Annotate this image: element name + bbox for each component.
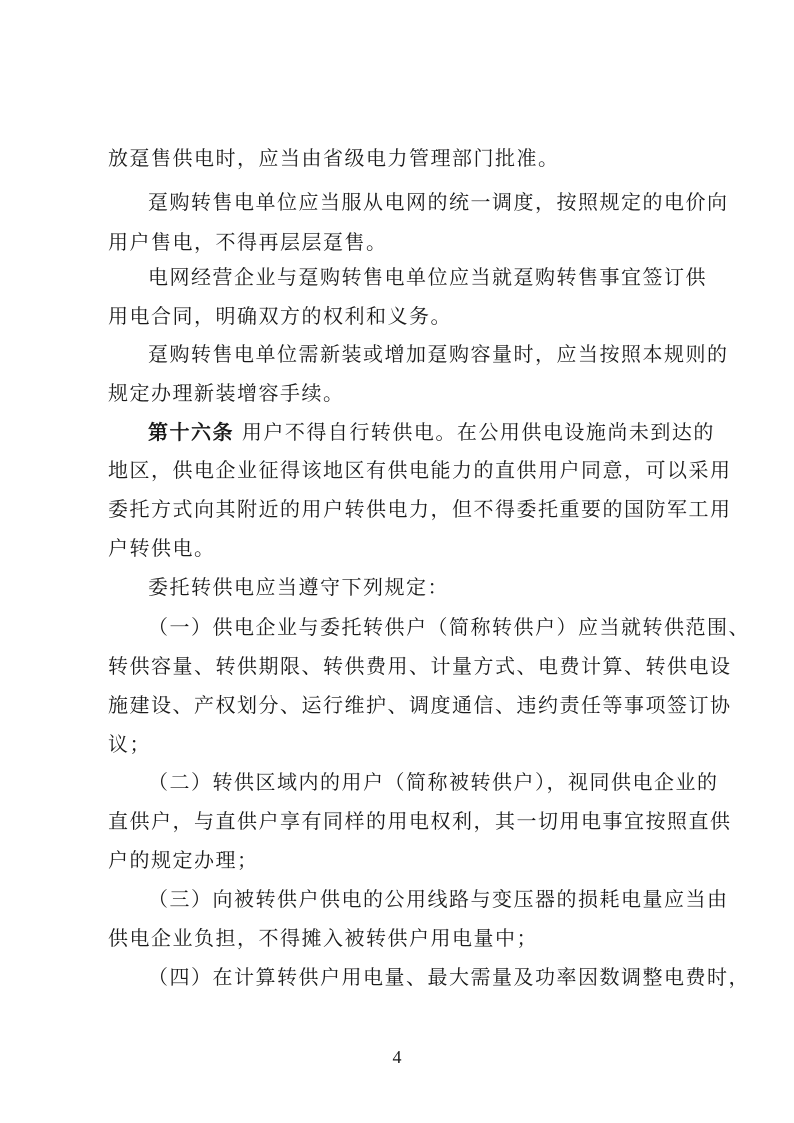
paragraph-line: 用电合同，明确双方的权利和义务。 [108, 304, 452, 328]
paragraph-line: 供电企业负担，不得摊入被转供户用电量中； [108, 926, 538, 950]
paragraph-line: 电网经营企业与趸购转售电单位应当就趸购转售事宜签订供 [148, 265, 707, 289]
paragraph-line: 趸购转售电单位应当服从电网的统一调度，按照规定的电价向 [148, 190, 729, 214]
paragraph-line: 议； [108, 732, 151, 756]
article-16-text: 用户不得自行转供电。在公用供电设施尚未到达的 [241, 420, 715, 444]
list-item-1-line: （一）供电企业与委托转供户（简称转供户）应当就转供范围、 [148, 615, 750, 639]
article-16-first-line [148, 420, 715, 444]
paragraph-line: 直供户，与直供户享有同样的用电权利，其一切用电事宜按照直供 [108, 809, 732, 833]
paragraph-line: 施建设、产权划分、运行维护、调度通信、违约责任等事项签订协 [108, 693, 732, 717]
paragraph-line: 转供容量、转供期限、转供费用、计量方式、电费计算、转供电设 [108, 654, 732, 678]
paragraph-line: 规定办理新装增容手续。 [108, 381, 345, 405]
paragraph-line: 户转供电。 [108, 536, 216, 560]
paragraph-line: 趸购转售电单位需新装或增加趸购容量时，应当按照本规则的 [148, 342, 729, 366]
paragraph-line: 户的规定办理； [108, 848, 259, 872]
paragraph-line: 委托转供电应当遵守下列规定： [148, 575, 449, 599]
paragraph-line: 放趸售供电时，应当由省级电力管理部门批准。 [108, 146, 560, 170]
paragraph-line: 委托方式向其附近的用户转供电力，但不得委托重要的国防军工用 [108, 497, 732, 521]
list-item-2-line: （二）转供区域内的用户（简称被转供户），视同供电企业的 [148, 770, 719, 794]
article-16-heading: 第十六条 [148, 420, 234, 444]
list-item-4-line: （四）在计算转供户用电量、最大需量及功率因数调整电费时， [148, 965, 750, 989]
list-item-3-line: （三）向被转供户供电的公用线路与变压器的损耗电量应当由 [148, 887, 729, 911]
page-number: 4 [392, 1047, 402, 1067]
paragraph-line: 用户售电，不得再层层趸售。 [108, 230, 388, 254]
paragraph-line: 地区，供电企业征得该地区有供电能力的直供用户同意，可以采用 [108, 458, 732, 482]
